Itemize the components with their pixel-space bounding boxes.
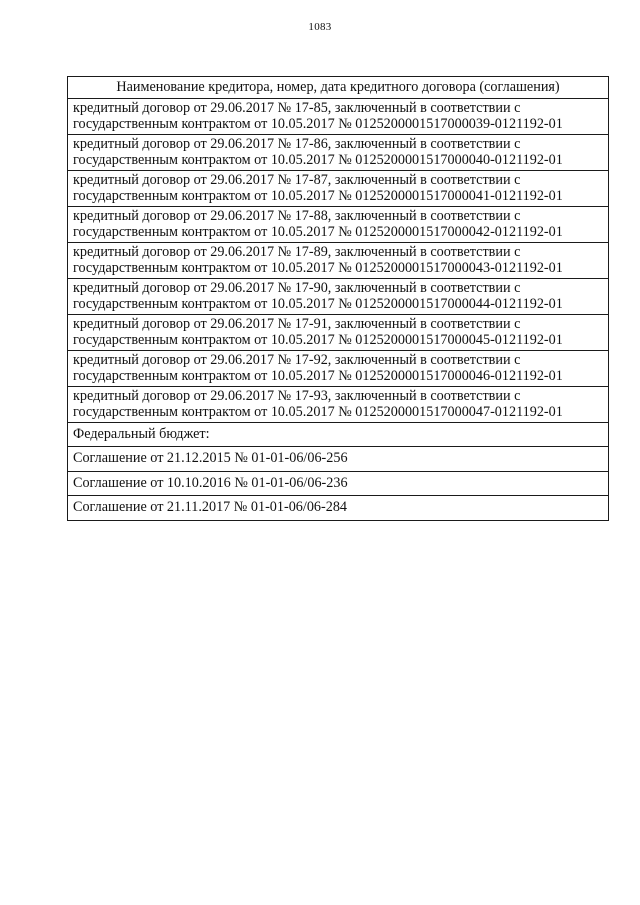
table-cell [68,170,609,206]
contract-line: государственным контрактом от 10.05.2017 № 0125200001517000043-0121192-01 [73,260,563,276]
table-row-contract-17-87 [68,170,609,206]
contract-line: кредитный договор от 29.06.2017 № 17-92, заключенный в соответствии с [73,351,521,368]
table-row-contract-17-85 [68,98,609,134]
contract-line: кредитный договор от 29.06.2017 № 17-87, заключенный в соответствии с [73,171,521,188]
table-row-federal-budget [68,422,609,447]
contract-line: кредитный договор от 29.06.2017 № 17-91, заключенный в соответствии с [73,315,521,332]
contract-line: кредитный договор от 29.06.2017 № 17-93, заключенный в соответствии с [73,387,521,404]
table-cell [68,314,609,350]
contract-line: кредитный договор от 29.06.2017 № 17-86, заключенный в соответствии с [73,135,521,152]
table-cell [68,242,609,278]
contract-line: государственным контрактом от 10.05.2017 № 0125200001517000042-0121192-01 [73,224,563,240]
agreement-cell: Соглашение от 21.12.2015 № 01-01-06/06-256 [68,447,609,472]
table-cell [68,98,609,134]
table-cell [68,278,609,314]
contract-line: государственным контрактом от 10.05.2017 № 0125200001517000045-0121192-01 [73,332,563,348]
table-cell [68,134,609,170]
table-row-contract-17-90 [68,278,609,314]
table-cell [68,350,609,386]
table-row-contract-17-86 [68,134,609,170]
contract-line: государственным контрактом от 10.05.2017 № 0125200001517000040-0121192-01 [73,152,563,168]
contract-line: государственным контрактом от 10.05.2017 № 0125200001517000039-0121192-01 [73,116,563,132]
agreement-cell: Соглашение от 21.11.2017 № 01-01-06/06-284 [68,496,609,521]
table-cell [68,206,609,242]
contract-line: государственным контрактом от 10.05.2017 № 0125200001517000044-0121192-01 [73,296,563,312]
contract-line: государственным контрактом от 10.05.2017 № 0125200001517000047-0121192-01 [73,404,563,420]
table-row-contract-17-91 [68,314,609,350]
agreement-cell: Соглашение от 10.10.2016 № 01-01-06/06-236 [68,471,609,496]
table-row-contract-17-92 [68,350,609,386]
contract-line: государственным контрактом от 10.05.2017 № 0125200001517000041-0121192-01 [73,188,563,204]
contract-line: кредитный договор от 29.06.2017 № 17-90, заключенный в соответствии с [73,279,521,296]
table-row-agreement [68,496,609,521]
contract-line: кредитный договор от 29.06.2017 № 17-89, заключенный в соответствии с [73,243,521,260]
table-cell [68,386,609,422]
table-row-contract-17-89 [68,242,609,278]
page-number: 1083 [308,21,332,33]
creditors-table [67,76,609,521]
contract-line: кредитный договор от 29.06.2017 № 17-88, заключенный в соответствии с [73,207,521,224]
table-row-agreement [68,471,609,496]
table-header-row [68,77,609,99]
table-header: Наименование кредитора, номер, дата кредитного договора (соглашения) [68,77,609,99]
table-row-agreement [68,447,609,472]
table-row-contract-17-93 [68,386,609,422]
federal-budget-label: Федеральный бюджет: [68,422,609,447]
contract-line: кредитный договор от 29.06.2017 № 17-85, заключенный в соответствии с [73,99,521,116]
contract-line: государственным контрактом от 10.05.2017 № 0125200001517000046-0121192-01 [73,368,563,384]
table-row-contract-17-88 [68,206,609,242]
